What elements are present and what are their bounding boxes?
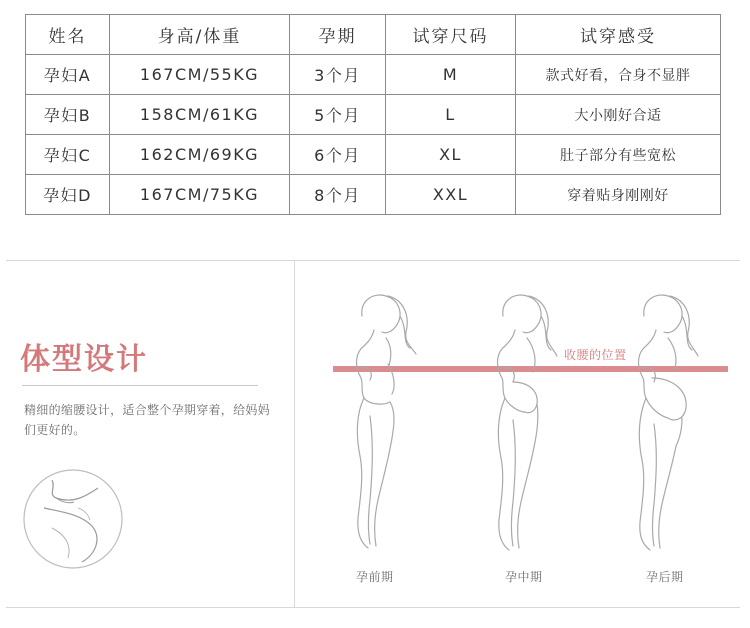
cell-name: 孕妇B xyxy=(26,95,110,135)
cell-height-weight: 162CM/69KG xyxy=(110,135,290,175)
table-row xyxy=(26,175,721,215)
panel-top-divider xyxy=(6,260,740,261)
cell-pregnancy-month: 3个月 xyxy=(290,55,386,95)
cell-pregnancy-month: 5个月 xyxy=(290,95,386,135)
cell-height-weight: 167CM/55KG xyxy=(110,55,290,95)
cell-feeling: 肚子部分有些宽松 xyxy=(516,135,721,175)
table-header-row xyxy=(26,15,721,55)
design-title: 体型设计 xyxy=(20,342,148,377)
header-trial-size: 试穿尺码 xyxy=(386,15,516,55)
figure-early-pregnancy xyxy=(330,286,440,558)
panel-bottom-divider xyxy=(6,607,740,608)
cell-feeling: 大小刚好合适 xyxy=(516,95,721,135)
header-pregnancy-month: 孕期 xyxy=(290,15,386,55)
cell-pregnancy-month: 8个月 xyxy=(290,175,386,215)
figure-late-pregnancy xyxy=(614,286,724,558)
cell-size: XXL xyxy=(386,175,516,215)
panel-vertical-divider xyxy=(294,260,295,607)
stage-label-early: 孕前期 xyxy=(356,570,394,584)
cell-height-weight: 167CM/75KG xyxy=(110,175,290,215)
cell-feeling: 穿着贴身刚刚好 xyxy=(516,175,721,215)
cell-size: L xyxy=(386,95,516,135)
cell-name: 孕妇C xyxy=(26,135,110,175)
header-height-weight: 身高/体重 xyxy=(110,15,290,55)
stage-label-late: 孕后期 xyxy=(646,570,684,584)
stage-label-mid: 孕中期 xyxy=(505,570,543,584)
cell-feeling: 款式好看，合身不显胖 xyxy=(516,55,721,95)
design-description: 精细的缩腰设计，适合整个孕期穿着，给妈妈们更好的。 xyxy=(24,403,271,437)
cell-name: 孕妇D xyxy=(26,175,110,215)
header-trial-feeling: 试穿感受 xyxy=(516,15,721,55)
table-row xyxy=(26,135,721,175)
waist-position-label: 收腰的位置 xyxy=(564,348,627,362)
belly-detail-illustration xyxy=(22,468,124,570)
cell-size: M xyxy=(386,55,516,95)
table-row xyxy=(26,95,721,135)
cell-pregnancy-month: 6个月 xyxy=(290,135,386,175)
cell-height-weight: 158CM/61KG xyxy=(110,95,290,135)
header-name: 姓名 xyxy=(26,15,110,55)
title-underline xyxy=(22,385,258,386)
table-row xyxy=(26,55,721,95)
size-table xyxy=(25,14,721,215)
cell-size: XL xyxy=(386,135,516,175)
cell-name: 孕妇A xyxy=(26,55,110,95)
figure-mid-pregnancy xyxy=(473,286,583,558)
